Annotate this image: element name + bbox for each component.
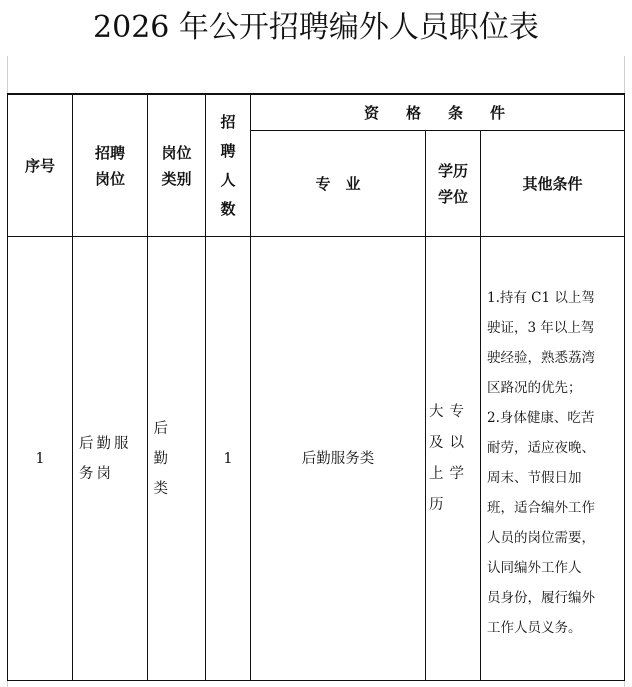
row-1-count bbox=[206, 237, 250, 680]
header-education-label: 学历学位 bbox=[437, 161, 468, 206]
row-1-other bbox=[481, 237, 624, 680]
table-border-right bbox=[624, 93, 625, 681]
page-title: 2026 年公开招聘编外人员职位表 bbox=[93, 10, 539, 45]
row-1-other-line: 1.持有 C1 以上驾 bbox=[487, 290, 595, 306]
row-1-other-line: 人员的岗位需要， bbox=[487, 530, 595, 546]
header-category-label: 岗位类别 bbox=[161, 143, 192, 188]
row-1-position bbox=[73, 237, 147, 680]
row-1-major bbox=[251, 237, 425, 680]
row-1-other-line: 驶证，3 年以上驾 bbox=[487, 320, 595, 336]
row-1-position-value: 后勤服务岗 bbox=[79, 435, 132, 482]
row-1-other-line: 员身份，履行编外 bbox=[487, 590, 595, 606]
header-position-label: 招聘岗位 bbox=[94, 143, 125, 188]
row-1-education bbox=[426, 237, 480, 680]
header-position bbox=[73, 95, 147, 236]
row-1-other-line: 认同编外工作人 bbox=[487, 560, 582, 576]
header-category bbox=[148, 95, 205, 236]
header-education bbox=[426, 131, 480, 236]
header-qualifications bbox=[251, 95, 624, 130]
row-1-other-line: 工作人员义务。 bbox=[487, 620, 582, 636]
header-count bbox=[206, 95, 250, 236]
row-1-major-value: 后勤服务类 bbox=[301, 450, 375, 467]
row-1-other-line: 周末、节假日加 bbox=[487, 470, 582, 486]
header-major-label: 专 业 bbox=[315, 175, 361, 193]
row-1-serial-value: 1 bbox=[35, 450, 45, 467]
row-1-other-line: 2.身体健康、吃苦 bbox=[487, 410, 595, 426]
row-1-other-line: 耐劳，适应夜晚、 bbox=[487, 440, 595, 456]
row-1-serial bbox=[8, 237, 72, 680]
header-serial bbox=[8, 95, 72, 236]
row-1-category bbox=[148, 237, 205, 680]
row-1-education-value: 大专及以上学历 bbox=[429, 403, 470, 513]
row-1-other-line: 驶经验，熟悉荔湾 bbox=[487, 350, 595, 366]
row-1-other-line: 区路况的优先； bbox=[487, 380, 582, 396]
header-serial-label: 序号 bbox=[24, 157, 55, 175]
header-qualifications-label: 资 格 条 件 bbox=[363, 104, 511, 122]
header-other-label: 其他条件 bbox=[522, 175, 583, 193]
header-major bbox=[251, 131, 425, 236]
header-other bbox=[481, 131, 624, 236]
row-1-category-value: 后勤类 bbox=[153, 420, 180, 497]
row-1-other-line: 班，适合编外工作 bbox=[487, 500, 595, 516]
header-count-label: 招聘人数 bbox=[220, 112, 236, 218]
row-1-count-value: 1 bbox=[223, 450, 233, 467]
table-border-bottom bbox=[7, 680, 625, 681]
